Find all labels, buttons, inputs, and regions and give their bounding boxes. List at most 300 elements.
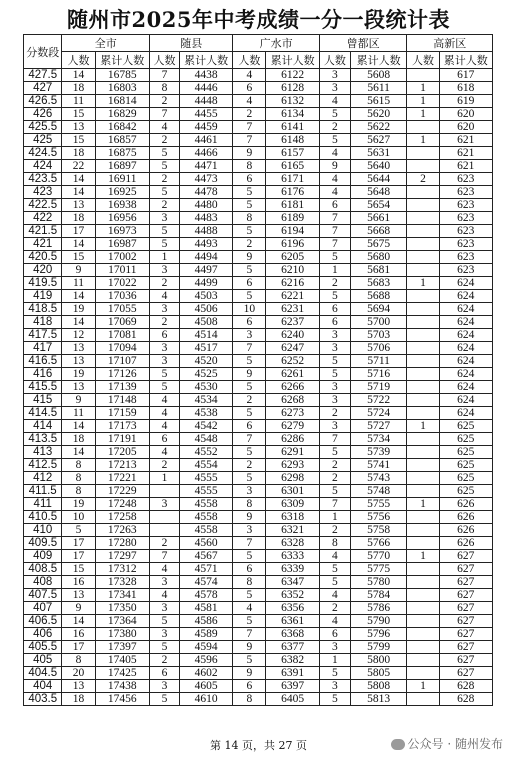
gaoxin-count-cell xyxy=(407,394,439,407)
zengdu-cumulative-cell: 5770 xyxy=(350,550,407,563)
zengdu-count-cell: 5 xyxy=(319,134,350,147)
guangshui-count-cell: 6 xyxy=(233,420,266,433)
suixian-count-cell: 3 xyxy=(150,303,180,316)
score-cell: 420.5 xyxy=(24,251,62,264)
guangshui-count-cell: 7 xyxy=(233,342,266,355)
suixian-cumulative-cell: 4589 xyxy=(179,628,232,641)
city-count-cell: 8 xyxy=(62,485,95,498)
score-cell: 421 xyxy=(24,238,62,251)
table-row xyxy=(24,173,493,186)
score-cell: 413 xyxy=(24,446,62,459)
zengdu-count-cell: 5 xyxy=(319,576,350,589)
guangshui-cumulative-cell: 6309 xyxy=(266,498,319,511)
suixian-cumulative-cell: 4558 xyxy=(179,498,232,511)
gaoxin-cumulative-cell: 618 xyxy=(439,82,493,95)
zengdu-cumulative-cell: 5703 xyxy=(350,329,407,342)
city-cumulative-cell: 16803 xyxy=(95,82,149,95)
zengdu-cumulative-cell: 5780 xyxy=(350,576,407,589)
zengdu-cumulative-cell: 5615 xyxy=(350,95,407,108)
zengdu-count-cell: 8 xyxy=(319,537,350,550)
gaoxin-count-cell xyxy=(407,381,439,394)
gaoxin-count-cell xyxy=(407,368,439,381)
suixian-count-cell: 2 xyxy=(150,95,180,108)
zengdu-cumulative-cell: 5627 xyxy=(350,134,407,147)
city-cumulative-cell: 17258 xyxy=(95,511,149,524)
guangshui-count-cell: 5 xyxy=(233,381,266,394)
cumulative-header: 累计人数 xyxy=(350,52,407,69)
cumulative-header: 累计人数 xyxy=(95,52,149,69)
zengdu-cumulative-cell: 5654 xyxy=(350,199,407,212)
region-header: 曾都区 xyxy=(319,35,407,52)
city-cumulative-cell: 17280 xyxy=(95,537,149,550)
city-count-cell: 16 xyxy=(62,576,95,589)
table-row xyxy=(24,602,493,615)
guangshui-cumulative-cell: 6333 xyxy=(266,550,319,563)
guangshui-count-cell: 6 xyxy=(233,173,266,186)
city-cumulative-cell: 16938 xyxy=(95,199,149,212)
suixian-count-cell: 4 xyxy=(150,394,180,407)
zengdu-count-cell: 5 xyxy=(319,108,350,121)
city-count-cell: 11 xyxy=(62,95,95,108)
guangshui-count-cell: 5 xyxy=(233,264,266,277)
score-cell: 406.5 xyxy=(24,615,62,628)
city-count-cell: 14 xyxy=(62,420,95,433)
table-row xyxy=(24,485,493,498)
gaoxin-count-cell xyxy=(407,628,439,641)
guangshui-cumulative-cell: 6221 xyxy=(266,290,319,303)
guangshui-count-cell: 4 xyxy=(233,69,266,82)
suixian-count-cell: 4 xyxy=(150,563,180,576)
city-cumulative-cell: 17069 xyxy=(95,316,149,329)
table-row xyxy=(24,69,493,82)
city-cumulative-cell: 17081 xyxy=(95,329,149,342)
city-count-cell: 14 xyxy=(62,69,95,82)
suixian-cumulative-cell: 4586 xyxy=(179,615,232,628)
zengdu-cumulative-cell: 5694 xyxy=(350,303,407,316)
region-header: 广水市 xyxy=(233,35,320,52)
guangshui-count-cell: 5 xyxy=(233,472,266,485)
suixian-cumulative-cell: 4530 xyxy=(179,381,232,394)
gaoxin-count-cell xyxy=(407,147,439,160)
suixian-count-cell: 3 xyxy=(150,498,180,511)
wechat-icon xyxy=(391,739,405,750)
table-row xyxy=(24,511,493,524)
table-row xyxy=(24,355,493,368)
zengdu-cumulative-cell: 5722 xyxy=(350,394,407,407)
suixian-cumulative-cell: 4459 xyxy=(179,121,232,134)
gaoxin-cumulative-cell: 625 xyxy=(439,420,493,433)
suixian-count-cell: 8 xyxy=(150,82,180,95)
guangshui-count-cell: 3 xyxy=(233,524,266,537)
gaoxin-count-cell xyxy=(407,602,439,615)
city-cumulative-cell: 16911 xyxy=(95,173,149,186)
guangshui-count-cell: 5 xyxy=(233,355,266,368)
score-cell: 415.5 xyxy=(24,381,62,394)
city-cumulative-cell: 16875 xyxy=(95,147,149,160)
zengdu-count-cell: 5 xyxy=(319,485,350,498)
table-row xyxy=(24,459,493,472)
city-cumulative-cell: 17221 xyxy=(95,472,149,485)
score-cell: 417 xyxy=(24,342,62,355)
city-cumulative-cell: 17002 xyxy=(95,251,149,264)
score-cell: 424 xyxy=(24,160,62,173)
gaoxin-cumulative-cell: 623 xyxy=(439,225,493,238)
suixian-cumulative-cell: 4558 xyxy=(179,524,232,537)
suixian-count-cell: 2 xyxy=(150,134,180,147)
table-row xyxy=(24,108,493,121)
zengdu-count-cell: 5 xyxy=(319,446,350,459)
score-cell: 423.5 xyxy=(24,173,62,186)
guangshui-cumulative-cell: 6132 xyxy=(266,95,319,108)
gaoxin-count-cell xyxy=(407,654,439,667)
score-cell: 425.5 xyxy=(24,121,62,134)
suixian-count-cell xyxy=(150,524,180,537)
gaoxin-count-cell xyxy=(407,511,439,524)
guangshui-cumulative-cell: 6128 xyxy=(266,82,319,95)
city-count-cell: 13 xyxy=(62,680,95,693)
suixian-cumulative-cell: 4480 xyxy=(179,199,232,212)
guangshui-cumulative-cell: 6148 xyxy=(266,134,319,147)
guangshui-count-cell: 5 xyxy=(233,589,266,602)
gaoxin-count-cell xyxy=(407,316,439,329)
city-cumulative-cell: 17191 xyxy=(95,433,149,446)
suixian-count-cell: 2 xyxy=(150,316,180,329)
city-cumulative-cell: 17213 xyxy=(95,459,149,472)
zengdu-cumulative-cell: 5700 xyxy=(350,316,407,329)
score-cell: 411.5 xyxy=(24,485,62,498)
table-row xyxy=(24,498,493,511)
gaoxin-count-cell xyxy=(407,576,439,589)
suixian-cumulative-cell: 4517 xyxy=(179,342,232,355)
suixian-count-cell: 6 xyxy=(150,667,180,680)
suixian-count-cell: 5 xyxy=(150,693,180,706)
zengdu-count-cell: 5 xyxy=(319,251,350,264)
guangshui-count-cell: 6 xyxy=(233,680,266,693)
gaoxin-count-cell xyxy=(407,407,439,420)
zengdu-cumulative-cell: 5681 xyxy=(350,264,407,277)
suixian-count-cell: 2 xyxy=(150,537,180,550)
guangshui-count-cell: 3 xyxy=(233,329,266,342)
guangshui-count-cell: 5 xyxy=(233,550,266,563)
gaoxin-cumulative-cell: 627 xyxy=(439,589,493,602)
zengdu-count-cell: 3 xyxy=(319,420,350,433)
city-cumulative-cell: 16973 xyxy=(95,225,149,238)
zengdu-count-cell: 7 xyxy=(319,212,350,225)
score-cell: 412.5 xyxy=(24,459,62,472)
region-header: 高新区 xyxy=(407,35,493,52)
guangshui-cumulative-cell: 6216 xyxy=(266,277,319,290)
score-cell: 414.5 xyxy=(24,407,62,420)
zengdu-cumulative-cell: 5784 xyxy=(350,589,407,602)
zengdu-cumulative-cell: 5680 xyxy=(350,251,407,264)
gaoxin-count-cell xyxy=(407,121,439,134)
guangshui-count-cell: 2 xyxy=(233,238,266,251)
city-cumulative-cell: 17397 xyxy=(95,641,149,654)
gaoxin-cumulative-cell: 627 xyxy=(439,615,493,628)
city-cumulative-cell: 17380 xyxy=(95,628,149,641)
guangshui-cumulative-cell: 6391 xyxy=(266,667,319,680)
zengdu-cumulative-cell: 5790 xyxy=(350,615,407,628)
gaoxin-count-cell xyxy=(407,472,439,485)
score-cell: 410 xyxy=(24,524,62,537)
zengdu-cumulative-cell: 5620 xyxy=(350,108,407,121)
table-row xyxy=(24,394,493,407)
suixian-cumulative-cell: 4555 xyxy=(179,485,232,498)
suixian-count-cell: 6 xyxy=(150,329,180,342)
city-cumulative-cell: 17205 xyxy=(95,446,149,459)
guangshui-count-cell: 7 xyxy=(233,134,266,147)
gaoxin-count-cell: 2 xyxy=(407,173,439,186)
guangshui-cumulative-cell: 6368 xyxy=(266,628,319,641)
zengdu-cumulative-cell: 5711 xyxy=(350,355,407,368)
city-count-cell: 13 xyxy=(62,199,95,212)
score-cell: 404 xyxy=(24,680,62,693)
suixian-cumulative-cell: 4508 xyxy=(179,316,232,329)
gaoxin-cumulative-cell: 627 xyxy=(439,628,493,641)
city-cumulative-cell: 17022 xyxy=(95,277,149,290)
guangshui-cumulative-cell: 6382 xyxy=(266,654,319,667)
region-header: 全市 xyxy=(62,35,150,52)
gaoxin-cumulative-cell: 624 xyxy=(439,329,493,342)
city-count-cell: 14 xyxy=(62,615,95,628)
suixian-cumulative-cell: 4534 xyxy=(179,394,232,407)
gaoxin-cumulative-cell: 617 xyxy=(439,69,493,82)
gaoxin-cumulative-cell: 620 xyxy=(439,121,493,134)
city-cumulative-cell: 16842 xyxy=(95,121,149,134)
score-cell: 419 xyxy=(24,290,62,303)
city-cumulative-cell: 16897 xyxy=(95,160,149,173)
brand-label: 公众号 · 随州发布 xyxy=(407,737,503,751)
score-cell: 424.5 xyxy=(24,147,62,160)
guangshui-count-cell: 5 xyxy=(233,446,266,459)
gaoxin-cumulative-cell: 623 xyxy=(439,264,493,277)
zengdu-cumulative-cell: 5805 xyxy=(350,667,407,680)
gaoxin-cumulative-cell: 620 xyxy=(439,108,493,121)
suixian-count-cell: 3 xyxy=(150,602,180,615)
city-count-cell: 5 xyxy=(62,524,95,537)
city-count-cell: 16 xyxy=(62,628,95,641)
zengdu-cumulative-cell: 5644 xyxy=(350,173,407,186)
gaoxin-count-cell: 1 xyxy=(407,108,439,121)
gaoxin-count-cell xyxy=(407,589,439,602)
city-cumulative-cell: 17405 xyxy=(95,654,149,667)
suixian-cumulative-cell: 4438 xyxy=(179,69,232,82)
gaoxin-count-cell xyxy=(407,329,439,342)
count-header: 人数 xyxy=(150,52,180,69)
zengdu-cumulative-cell: 5724 xyxy=(350,407,407,420)
zengdu-count-cell: 3 xyxy=(319,641,350,654)
count-header: 人数 xyxy=(62,52,95,69)
table-row xyxy=(24,524,493,537)
score-header: 分数段 xyxy=(24,35,62,69)
suixian-count-cell: 4 xyxy=(150,446,180,459)
city-count-cell: 14 xyxy=(62,446,95,459)
score-cell: 409 xyxy=(24,550,62,563)
city-count-cell: 18 xyxy=(62,433,95,446)
guangshui-count-cell: 9 xyxy=(233,368,266,381)
guangshui-count-cell: 8 xyxy=(233,498,266,511)
table-row xyxy=(24,693,493,706)
city-count-cell: 20 xyxy=(62,667,95,680)
zengdu-cumulative-cell: 5622 xyxy=(350,121,407,134)
zengdu-count-cell: 2 xyxy=(319,277,350,290)
city-cumulative-cell: 16925 xyxy=(95,186,149,199)
suixian-cumulative-cell: 4520 xyxy=(179,355,232,368)
suixian-count-cell: 3 xyxy=(150,680,180,693)
city-cumulative-cell: 16956 xyxy=(95,212,149,225)
score-cell: 426 xyxy=(24,108,62,121)
zengdu-count-cell: 6 xyxy=(319,628,350,641)
zengdu-count-cell: 2 xyxy=(319,121,350,134)
table-row xyxy=(24,680,493,693)
zengdu-cumulative-cell: 5727 xyxy=(350,420,407,433)
suixian-cumulative-cell: 4471 xyxy=(179,160,232,173)
guangshui-count-cell: 2 xyxy=(233,459,266,472)
zengdu-cumulative-cell: 5743 xyxy=(350,472,407,485)
city-count-cell: 11 xyxy=(62,407,95,420)
suixian-cumulative-cell: 4558 xyxy=(179,511,232,524)
score-cell: 419.5 xyxy=(24,277,62,290)
city-count-cell: 17 xyxy=(62,225,95,238)
zengdu-cumulative-cell: 5716 xyxy=(350,368,407,381)
zengdu-cumulative-cell: 5648 xyxy=(350,186,407,199)
gaoxin-count-cell xyxy=(407,446,439,459)
count-header: 人数 xyxy=(233,52,266,69)
city-cumulative-cell: 17011 xyxy=(95,264,149,277)
gaoxin-count-cell xyxy=(407,251,439,264)
gaoxin-cumulative-cell: 627 xyxy=(439,641,493,654)
gaoxin-count-cell xyxy=(407,290,439,303)
score-cell: 404.5 xyxy=(24,667,62,680)
zengdu-count-cell: 7 xyxy=(319,225,350,238)
zengdu-count-cell: 3 xyxy=(319,394,350,407)
city-cumulative-cell: 17263 xyxy=(95,524,149,537)
score-cell: 405.5 xyxy=(24,641,62,654)
table-row xyxy=(24,420,493,433)
table-row xyxy=(24,277,493,290)
zengdu-cumulative-cell: 5813 xyxy=(350,693,407,706)
guangshui-count-cell: 9 xyxy=(233,641,266,654)
gaoxin-cumulative-cell: 625 xyxy=(439,472,493,485)
zengdu-count-cell: 5 xyxy=(319,355,350,368)
gaoxin-count-cell xyxy=(407,667,439,680)
zengdu-cumulative-cell: 5719 xyxy=(350,381,407,394)
zengdu-count-cell: 7 xyxy=(319,238,350,251)
gaoxin-count-cell xyxy=(407,537,439,550)
guangshui-count-cell: 4 xyxy=(233,602,266,615)
score-cell: 422.5 xyxy=(24,199,62,212)
zengdu-cumulative-cell: 5775 xyxy=(350,563,407,576)
guangshui-cumulative-cell: 6377 xyxy=(266,641,319,654)
zengdu-count-cell: 2 xyxy=(319,472,350,485)
guangshui-count-cell: 8 xyxy=(233,160,266,173)
city-count-cell: 18 xyxy=(62,82,95,95)
suixian-cumulative-cell: 4578 xyxy=(179,589,232,602)
page-title: 随州市2025年中考成绩一分一段统计表 xyxy=(67,7,450,32)
suixian-count-cell xyxy=(150,485,180,498)
table-row xyxy=(24,134,493,147)
zengdu-count-cell: 7 xyxy=(319,498,350,511)
score-cell: 417.5 xyxy=(24,329,62,342)
guangshui-cumulative-cell: 6321 xyxy=(266,524,319,537)
gaoxin-cumulative-cell: 624 xyxy=(439,303,493,316)
gaoxin-count-cell: 1 xyxy=(407,134,439,147)
city-count-cell: 8 xyxy=(62,459,95,472)
gaoxin-count-cell xyxy=(407,693,439,706)
guangshui-cumulative-cell: 6237 xyxy=(266,316,319,329)
suixian-cumulative-cell: 4455 xyxy=(179,108,232,121)
city-cumulative-cell: 16857 xyxy=(95,134,149,147)
zengdu-cumulative-cell: 5734 xyxy=(350,433,407,446)
table-row xyxy=(24,95,493,108)
zengdu-count-cell: 2 xyxy=(319,407,350,420)
city-count-cell: 8 xyxy=(62,654,95,667)
zengdu-cumulative-cell: 5683 xyxy=(350,277,407,290)
suixian-cumulative-cell: 4466 xyxy=(179,147,232,160)
suixian-count-cell: 4 xyxy=(150,290,180,303)
city-cumulative-cell: 17456 xyxy=(95,693,149,706)
city-cumulative-cell: 17438 xyxy=(95,680,149,693)
gaoxin-cumulative-cell: 624 xyxy=(439,381,493,394)
city-count-cell: 15 xyxy=(62,563,95,576)
gaoxin-count-cell xyxy=(407,212,439,225)
city-cumulative-cell: 17126 xyxy=(95,368,149,381)
zengdu-cumulative-cell: 5748 xyxy=(350,485,407,498)
suixian-cumulative-cell: 4542 xyxy=(179,420,232,433)
region-header: 随县 xyxy=(150,35,233,52)
table-row xyxy=(24,472,493,485)
score-cell: 407 xyxy=(24,602,62,615)
table-row xyxy=(24,82,493,95)
zengdu-cumulative-cell: 5766 xyxy=(350,537,407,550)
gaoxin-count-cell xyxy=(407,199,439,212)
table-row xyxy=(24,628,493,641)
gaoxin-count-cell xyxy=(407,355,439,368)
gaoxin-cumulative-cell: 624 xyxy=(439,407,493,420)
city-count-cell: 17 xyxy=(62,550,95,563)
city-count-cell: 14 xyxy=(62,173,95,186)
gaoxin-cumulative-cell: 628 xyxy=(439,693,493,706)
guangshui-cumulative-cell: 6298 xyxy=(266,472,319,485)
city-count-cell: 10 xyxy=(62,511,95,524)
score-cell: 416.5 xyxy=(24,355,62,368)
table-row xyxy=(24,303,493,316)
gaoxin-count-cell xyxy=(407,342,439,355)
suixian-cumulative-cell: 4610 xyxy=(179,693,232,706)
suixian-cumulative-cell: 4473 xyxy=(179,173,232,186)
suixian-count-cell xyxy=(150,511,180,524)
guangshui-count-cell: 3 xyxy=(233,485,266,498)
table-row xyxy=(24,160,493,173)
gaoxin-count-cell: 1 xyxy=(407,680,439,693)
zengdu-count-cell: 3 xyxy=(319,680,350,693)
city-count-cell: 19 xyxy=(62,368,95,381)
city-count-cell: 22 xyxy=(62,160,95,173)
score-cell: 415 xyxy=(24,394,62,407)
score-table xyxy=(23,34,493,706)
table-row xyxy=(24,550,493,563)
suixian-cumulative-cell: 4493 xyxy=(179,238,232,251)
city-cumulative-cell: 17055 xyxy=(95,303,149,316)
table-row xyxy=(24,615,493,628)
gaoxin-count-cell xyxy=(407,186,439,199)
city-count-cell: 18 xyxy=(62,693,95,706)
guangshui-cumulative-cell: 6268 xyxy=(266,394,319,407)
city-count-cell: 13 xyxy=(62,355,95,368)
gaoxin-cumulative-cell: 624 xyxy=(439,394,493,407)
table-row xyxy=(24,576,493,589)
city-cumulative-cell: 17425 xyxy=(95,667,149,680)
